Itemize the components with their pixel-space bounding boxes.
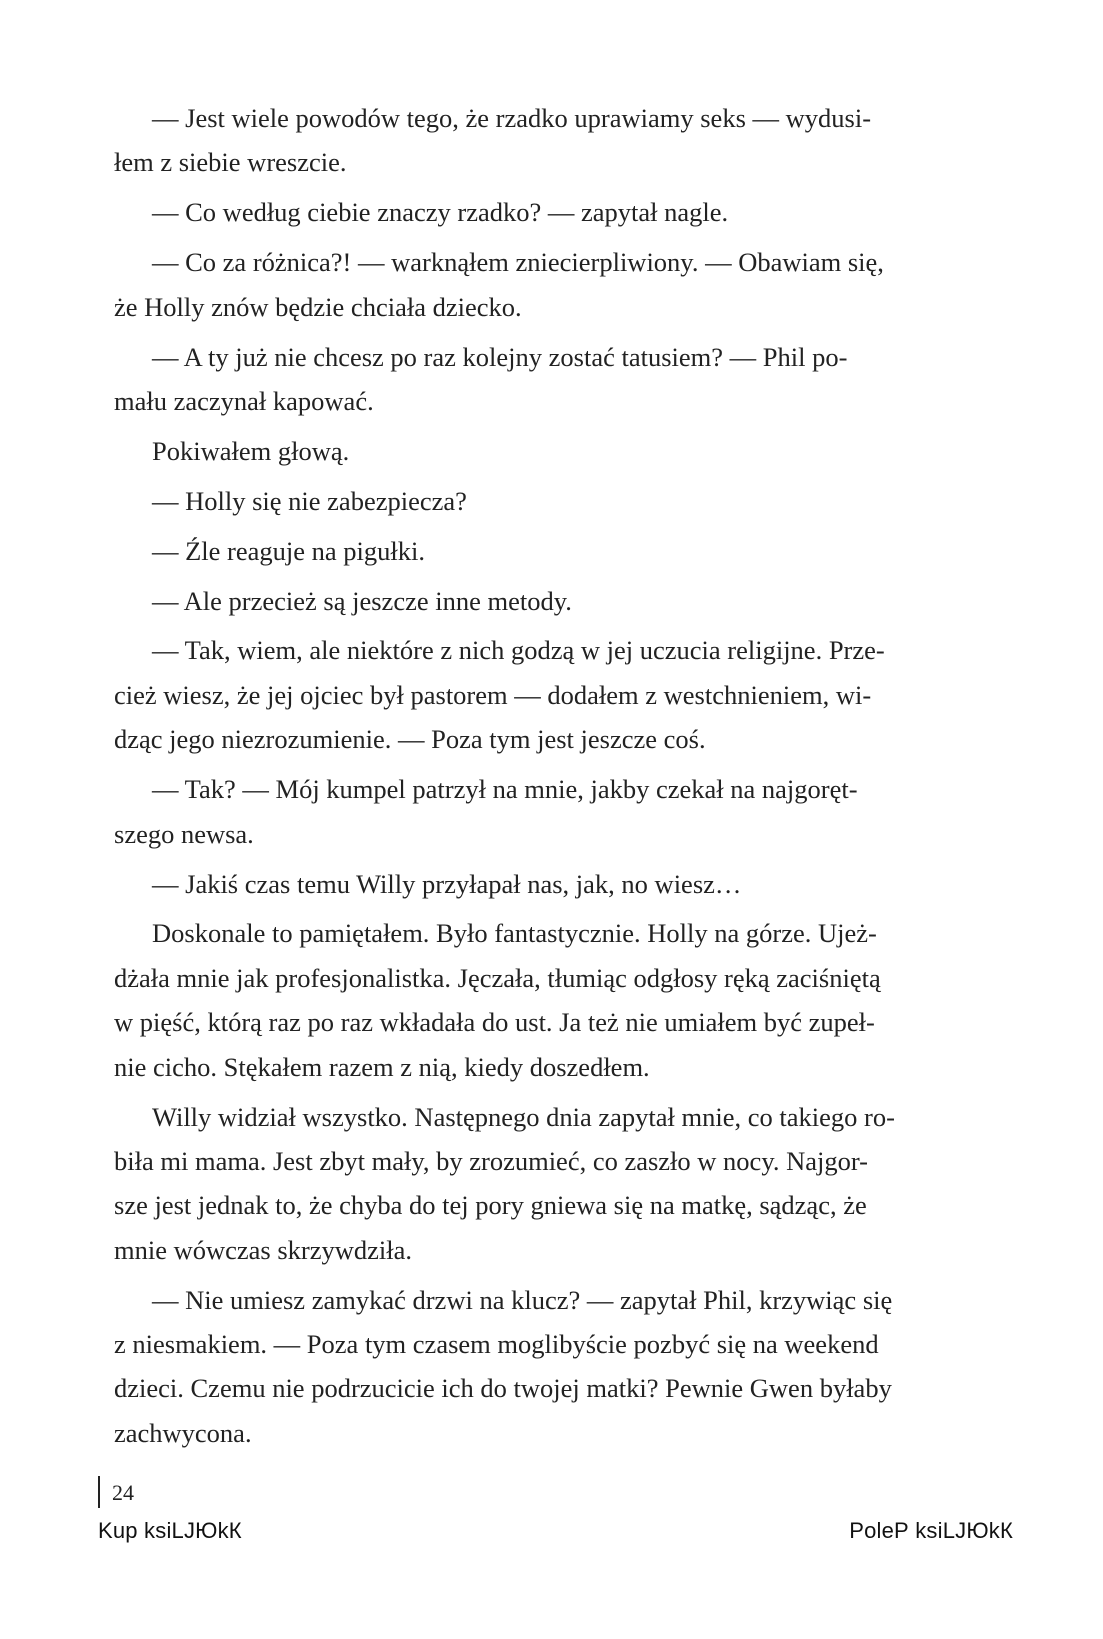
buy-book-link[interactable]: Kup ksiLЈЮkК [98,1518,242,1543]
paragraph: — Ale przecież są jeszcze inne metody. [152,585,572,616]
paragraph: — Tak? — Mój kumpel patrzył na mnie, jakby czekał na najgoręt- szego newsa. [114,774,858,849]
paragraph: — Źle reaguje na pigułki. [152,535,426,566]
page-number-rule [98,1476,100,1508]
paragraph: — Tak, wiem, ale niektóre z nich godzą w jej uczucia religijne. Prze- cież wiesz, że jej ojciec był pastorem — dodałem z westchnieniem, wi- dząc jego niezrozumienie. — Poza tym jest jeszcze coś. [114,635,885,755]
paragraph: Doskonale to pamiętałem. Było fantastycznie. Holly na górze. Ujeż- dżała mnie jak profesjonalistka. Jęczała, tłumiąc odgłosy ręką zaciśniętą w pięść, którą raz po raz wkładała do ust. Ja też nie umiałem być zupeł- nie cicho. Stękałem razem z nią, kiedy doszedłem. [114,918,881,1082]
paragraph: — Holly się nie zabezpiecza? [152,485,467,516]
paragraph: — Nie umiesz zamykać drzwi na klucz? — zapytał Phil, krzywiąc się z niesmakiem. — Poza tym czasem moglibyście pozbyć się na weekend dzieci. Czemu nie podrzucicie ich do twojej matki? Pewnie Gwen byłaby zachwycona. [114,1284,893,1448]
paragraph: — Jakiś czas temu Willy przyłapał nas, jak, no wiesz… [152,868,742,899]
paragraph: — A ty już nie chcesz po raz kolejny zostać tatusiem? — Phil po- mału zaczynał kapować. [114,341,848,416]
page-number: 24 [112,1480,134,1505]
recommend-book-link[interactable]: PoleР ksiLЈЮkК [849,1518,1013,1543]
paragraph: — Jest wiele powodów tego, że rzadko uprawiamy seks — wydusi- łem z siebie wreszcie. [114,103,872,178]
page-body-text [114,96,906,1461]
paragraph: Willy widział wszystko. Następnego dnia zapytał mnie, co takiego ro- biła mi mama. Jest zbyt mały, by zrozumieć, co zaszło w nocy. Najgor- sze jest jednak to, że chyba do tej pory gniewa się na matkę, sądząc, że mnie wówczas skrzywdziła. [114,1101,895,1265]
paragraph: — Co za różnica?! — warknąłem zniecierpliwiony. — Obawiam się, że Holly znów będzie chciała dziecko. [114,247,884,322]
paragraph: — Co według ciebie znaczy rzadko? — zapytał nagle. [152,197,729,228]
paragraph: Pokiwałem głową. [152,435,350,466]
